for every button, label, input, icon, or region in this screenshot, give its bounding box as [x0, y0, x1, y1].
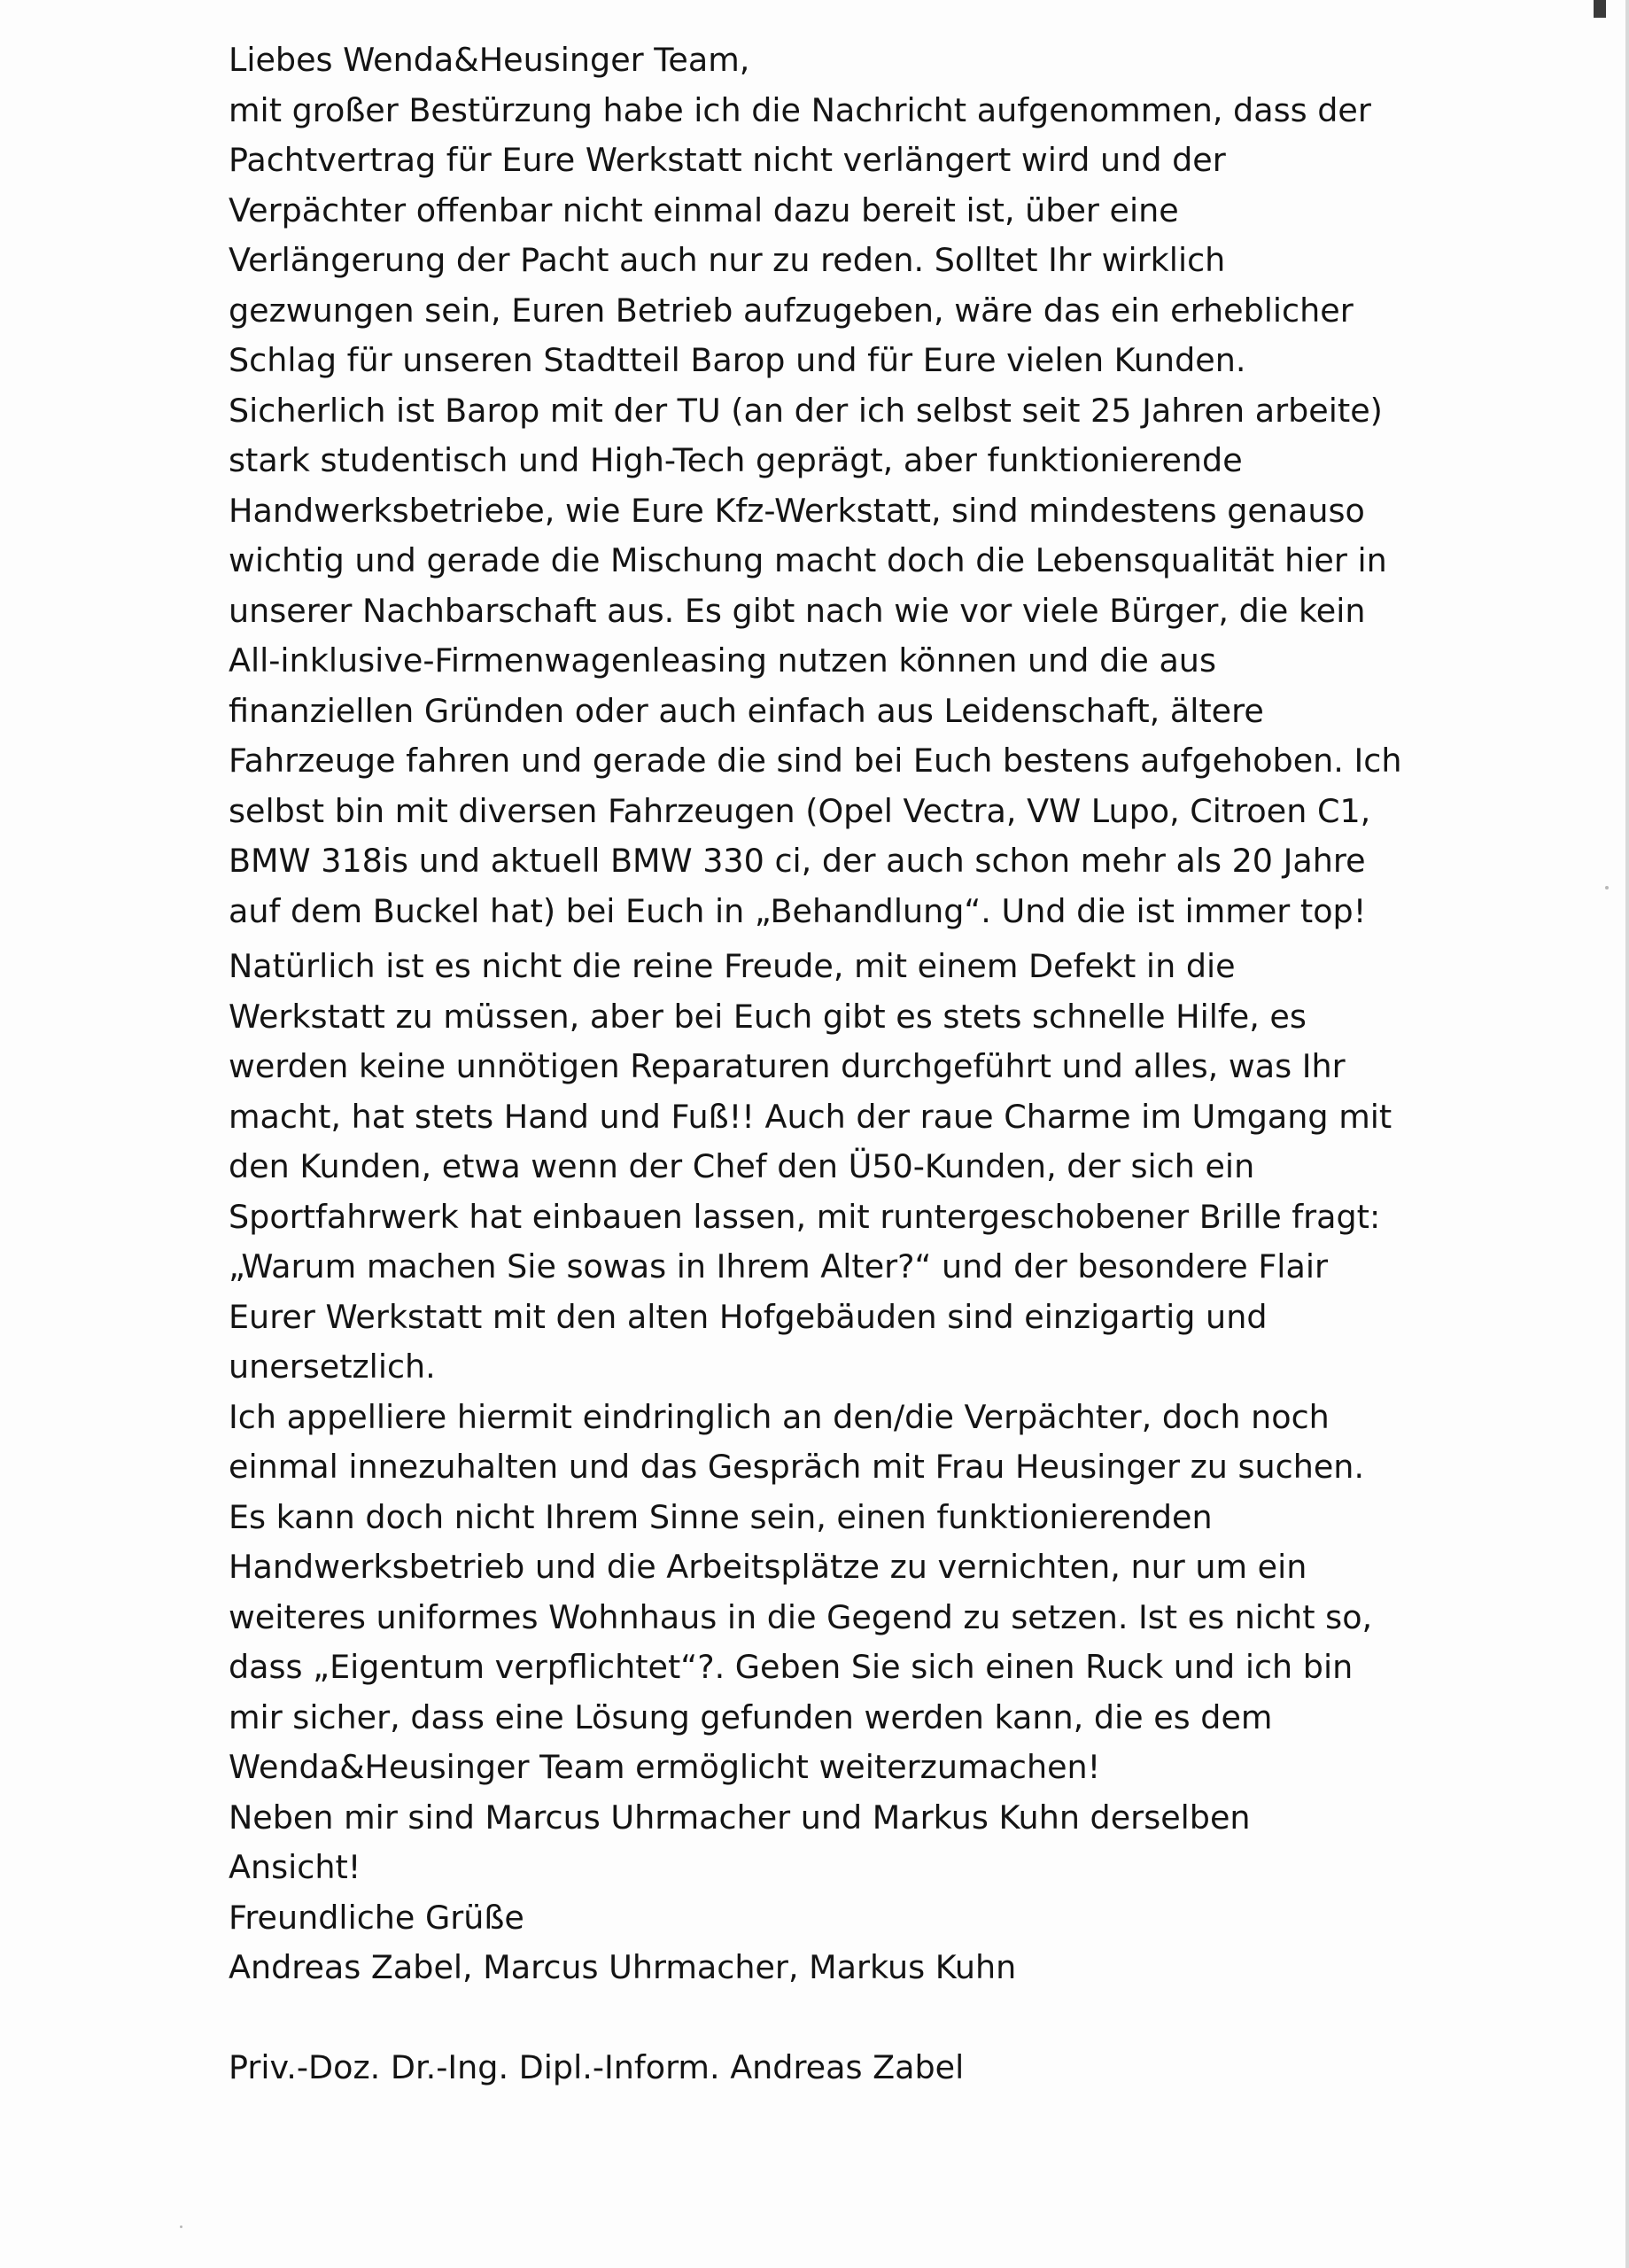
text-line: Handwerksbetrieb und die Arbeitsplätze zu vernichten, nur um ein — [229, 1548, 1307, 1586]
text-line: Schlag für unseren Stadtteil Barop und für Eure vielen Kunden. — [229, 341, 1246, 379]
text-line: wichtig und gerade die Mischung macht doch die Lebensqualität hier in — [229, 541, 1387, 579]
text-line: Natürlich ist es nicht die reine Freude, mit einem Defekt in die — [229, 947, 1236, 985]
text-line: einmal innezuhalten und das Gespräch mit Frau Heusinger zu suchen. — [229, 1448, 1365, 1486]
closing: Freundliche Grüße — [229, 1898, 524, 1937]
signatories: Andreas Zabel, Marcus Uhrmacher, Markus Kuhn — [229, 1948, 1017, 1986]
text-line: „Warum machen Sie sowas in Ihrem Alter?“ und der besondere Flair — [229, 1247, 1328, 1285]
text-line: selbst bin mit diversen Fahrzeugen (Opel Vectra, VW Lupo, Citroen C1, — [229, 791, 1371, 830]
text-line: weiteres uniformes Wohnhaus in die Gegend zu setzen. Ist es nicht so, — [229, 1597, 1373, 1636]
text-line: Sportfahrwerk hat einbauen lassen, mit runtergeschobener Brille fragt: — [229, 1197, 1381, 1236]
text-line: Wenda&Heusinger Team ermöglicht weiterzumachen! — [229, 1748, 1101, 1786]
text-line: Fahrzeuge fahren und gerade die sind bei Euch bestens aufgehoben. Ich — [229, 742, 1402, 780]
text-line: dass „Eigentum verpflichtet“?. Geben Sie sich einen Ruck und ich bin — [229, 1648, 1354, 1686]
text-line: werden keine unnötigen Reparaturen durchgeführt und alles, was Ihr — [229, 1047, 1346, 1085]
paragraph-1 — [229, 86, 1486, 937]
text-line: unserer Nachbarschaft aus. Es gibt nach wie vor viele Bürger, die kein — [229, 591, 1366, 630]
text-line: Verpächter offenbar nicht einmal dazu bereit ist, über eine — [229, 190, 1179, 229]
scan-speck — [1605, 886, 1609, 889]
signature-gap — [229, 1993, 1486, 2043]
scan-edge — [1625, 0, 1629, 2268]
text-line: BMW 318is und aktuell BMW 330 ci, der auch schon mehr als 20 Jahre — [229, 842, 1366, 880]
text-line: stark studentisch und High-Tech geprägt, aber funktionierende — [229, 441, 1243, 479]
text-line: Neben mir sind Marcus Uhrmacher und Markus Kuhn derselben — [229, 1798, 1251, 1837]
text-line: auf dem Buckel hat) bei Euch in „Behandlung“. Und die ist immer top! — [229, 891, 1367, 930]
author-title: Priv.-Doz. Dr.-Ing. Dipl.-Inform. Andreas Zabel — [229, 2047, 965, 2086]
text-line: mir sicher, dass eine Lösung gefunden werden kann, die es dem — [229, 1697, 1273, 1736]
text-line: Werkstatt zu müssen, aber bei Euch gibt es stets schnelle Hilfe, es — [229, 997, 1307, 1036]
scan-edge-mark — [1594, 0, 1606, 18]
text-line: Ich appelliere hiermit eindringlich an den/die Verpächter, doch noch — [229, 1397, 1330, 1436]
paragraph-2 — [229, 942, 1486, 1893]
text-line: Ansicht! — [229, 1848, 361, 1886]
text-line: Verlängerung der Pacht auch nur zu reden. Solltet Ihr wirklich — [229, 241, 1226, 279]
text-line: Sicherlich ist Barop mit der TU (an der ich selbst seit 25 Jahren arbeite) — [229, 391, 1383, 430]
letter-body — [229, 35, 1486, 2093]
text-line: unersetzlich. — [229, 1348, 436, 1386]
text-line: mit großer Bestürzung habe ich die Nachricht aufgenommen, dass der — [229, 90, 1371, 129]
text-line: Pachtvertrag für Eure Werkstatt nicht verlängert wird und der — [229, 141, 1226, 179]
salutation: Liebes Wenda&Heusinger Team, — [229, 41, 750, 79]
scan-speck — [180, 2225, 182, 2228]
text-line: finanziellen Gründen oder auch einfach aus Leidenschaft, ältere — [229, 691, 1264, 730]
text-line: macht, hat stets Hand und Fuß!! Auch der raue Charme im Umgang mit — [229, 1097, 1392, 1136]
text-line: gezwungen sein, Euren Betrieb aufzugeben, wäre das ein erheblicher — [229, 291, 1354, 330]
text-line: Es kann doch nicht Ihrem Sinne sein, einen funktionierenden — [229, 1497, 1213, 1536]
text-line: Eurer Werkstatt mit den alten Hofgebäuden sind einzigartig und — [229, 1297, 1268, 1336]
text-line: den Kunden, etwa wenn der Chef den Ü50-Kunden, der sich ein — [229, 1147, 1255, 1185]
text-line: Handwerksbetriebe, wie Eure Kfz-Werkstatt, sind mindestens genauso — [229, 491, 1365, 530]
text-line: All-inklusive-Firmenwagenleasing nutzen können und die aus — [229, 641, 1216, 680]
